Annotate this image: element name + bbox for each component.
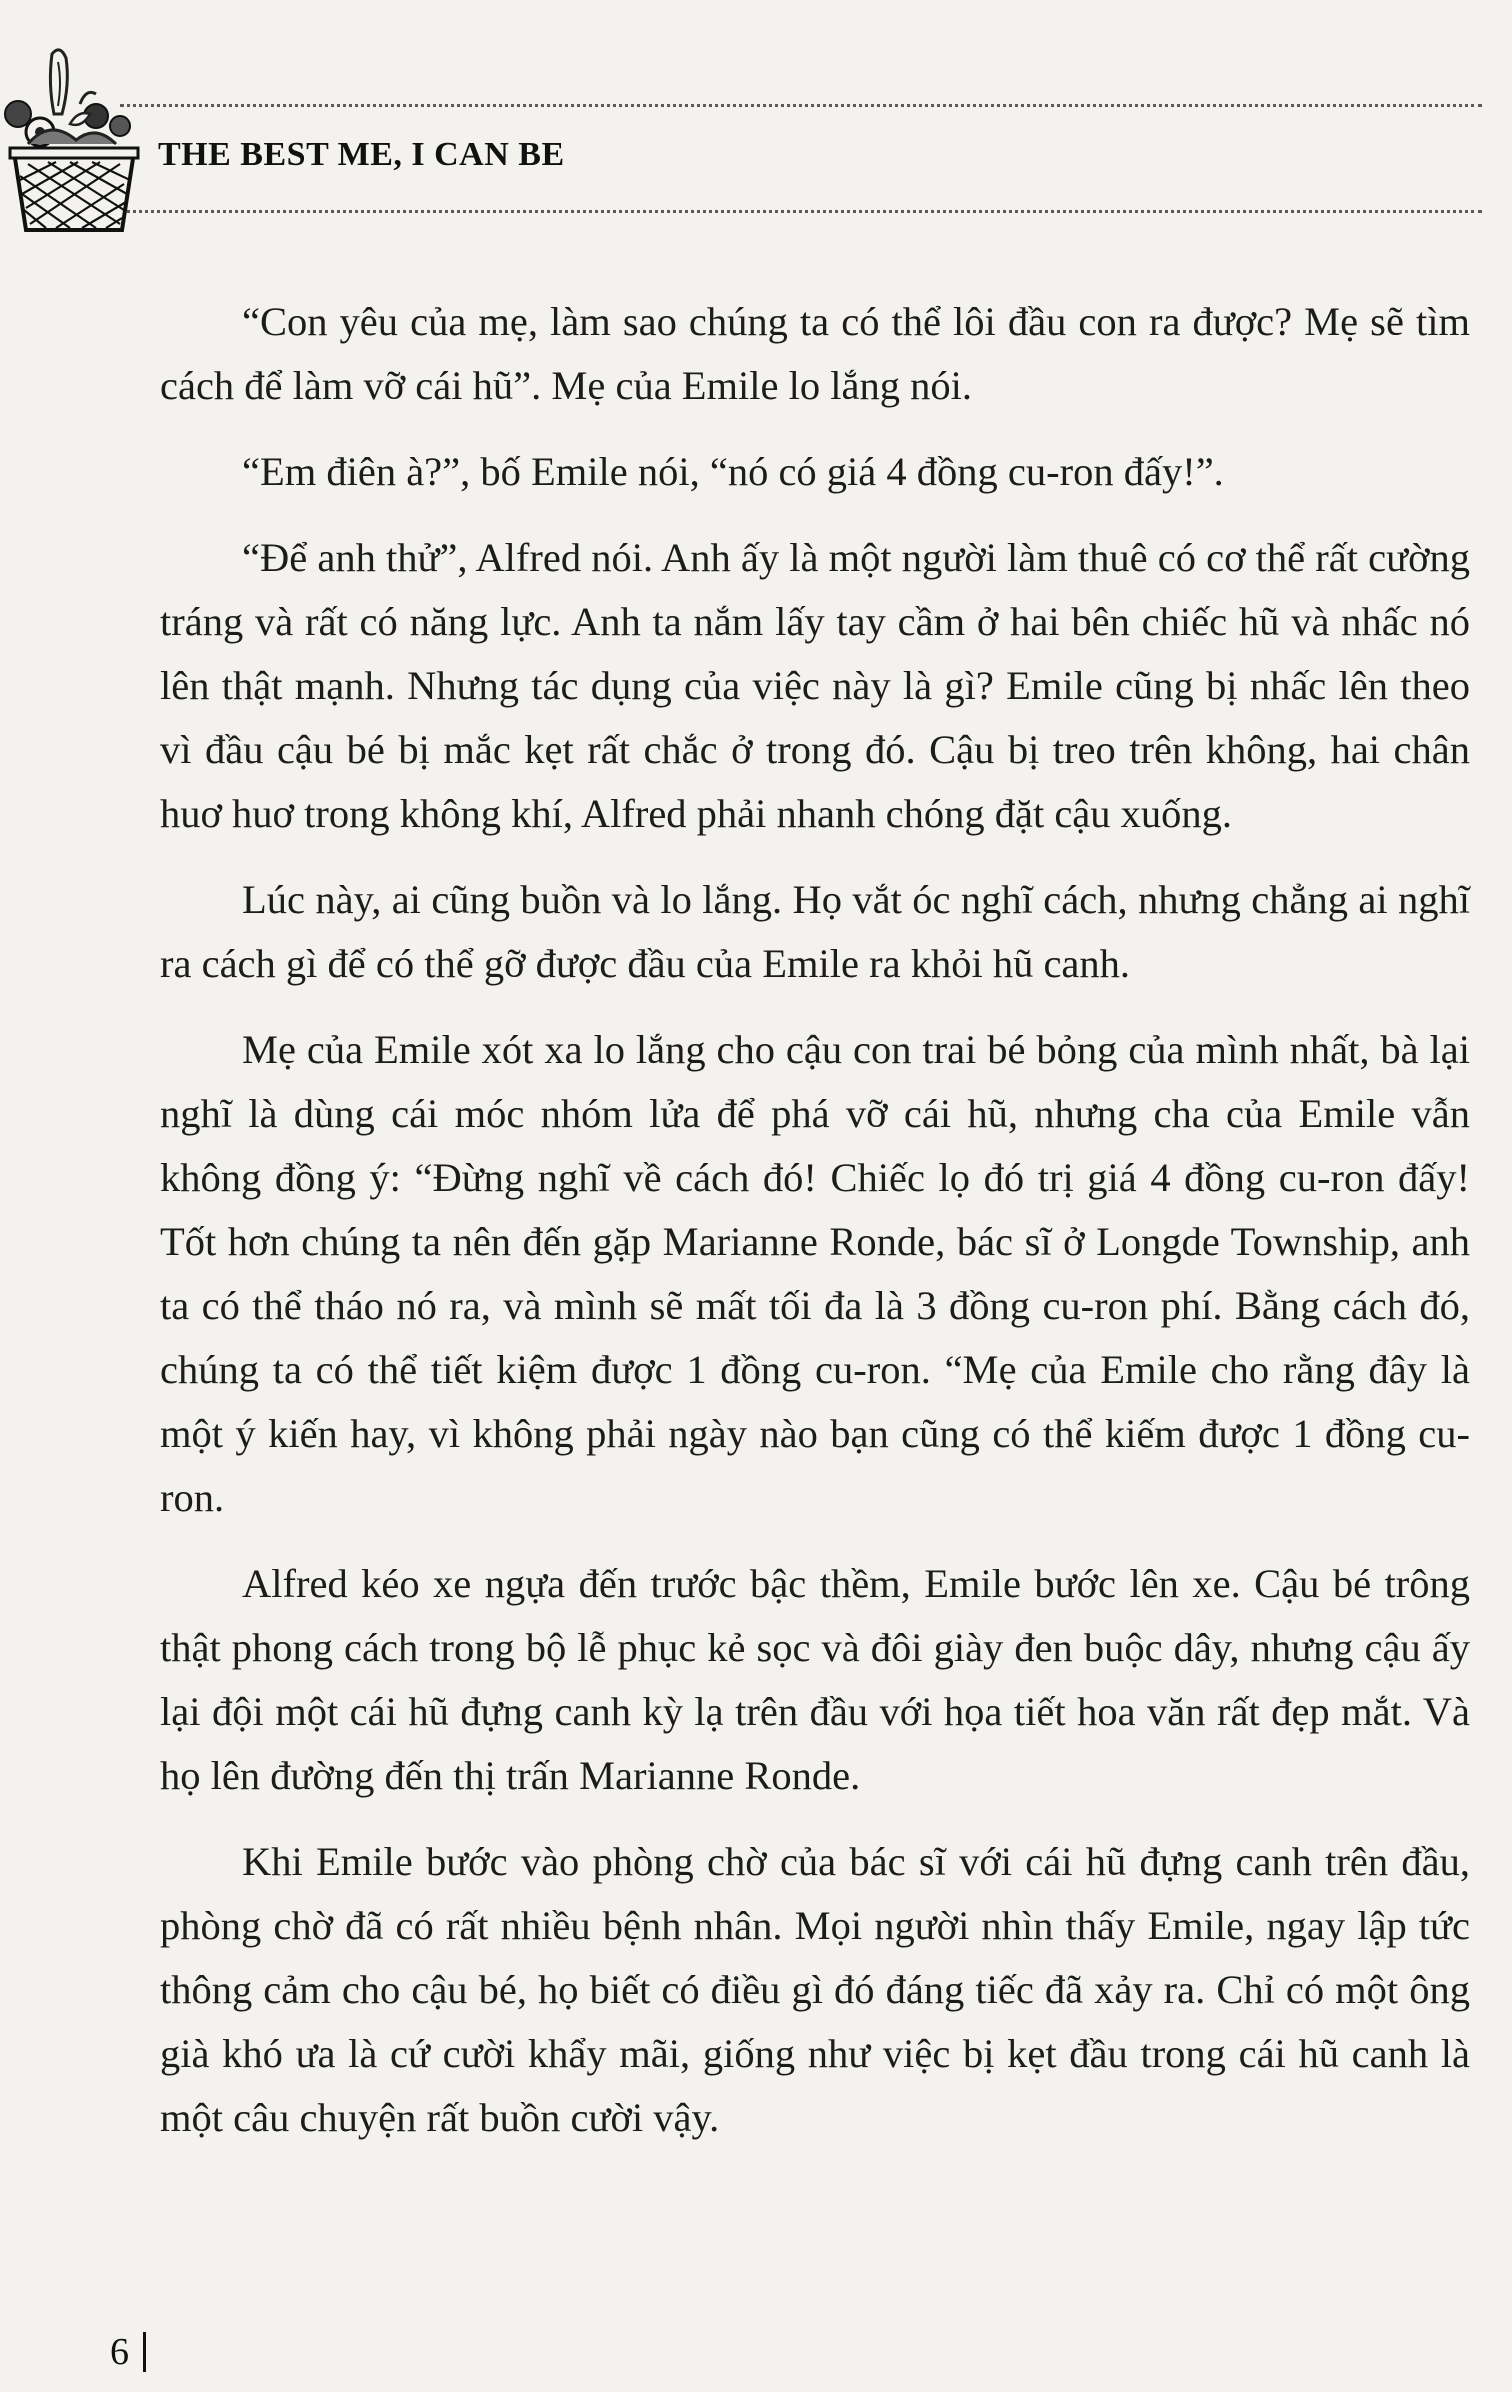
footer-divider bbox=[143, 2332, 146, 2372]
paragraph: Lúc này, ai cũng buồn và lo lắng. Họ vắt óc nghĩ cách, nhưng chẳng ai nghĩ ra cách gì để có thể gỡ được đầu của Emile ra khỏi hũ canh. bbox=[160, 877, 1470, 986]
header-dotted-rule-top bbox=[120, 104, 1482, 107]
header-dotted-rule-bottom bbox=[120, 210, 1482, 213]
paragraph: “Để anh thử”, Alfred nói. Anh ấy là một người làm thuê có cơ thể rất cường tráng và rất có năng lực. Anh ta nắm lấy tay cầm ở hai bên chiếc hũ và nhấc nó lên thật mạnh. Nhưng tác dụng của việc này là gì? Emile cũng bị nhấc lên theo vì đầu cậu bé bị mắc kẹt rất chắc ở trong đó. Cậu bị treo trên không, hai chân huơ huơ trong không khí, Alfred phải nhanh chóng đặt cậu xuống. bbox=[160, 535, 1470, 836]
flower-basket-icon bbox=[0, 44, 150, 234]
running-title: THE BEST ME, I CAN BE bbox=[158, 136, 565, 173]
body-text bbox=[160, 290, 1470, 2172]
paragraph: Khi Emile bước vào phòng chờ của bác sĩ với cái hũ đựng canh trên đầu, phòng chờ đã có rất nhiều bệnh nhân. Mọi người nhìn thấy Emile, ngay lập tức thông cảm cho cậu bé, họ biết có điều gì đó đáng tiếc đã xảy ra. Chỉ có một ông già khó ưa là cứ cười khẩy mãi, giống như việc bị kẹt đầu trong cái hũ canh là một câu chuyện rất buồn cười vậy. bbox=[160, 1839, 1470, 2140]
page-header bbox=[0, 40, 1512, 230]
paragraph: Mẹ của Emile xót xa lo lắng cho cậu con trai bé bỏng của mình nhất, bà lại nghĩ là dùng cái móc nhóm lửa để phá vỡ cái hũ, nhưng cha của Emile vẫn không đồng ý: “Đừng nghĩ về cách đó! Chiếc lọ đó trị giá 4 đồng cu-ron đấy! Tốt hơn chúng ta nên đến gặp Marianne Ronde, bác sĩ ở Longde Township, anh ta có thể tháo nó ra, và mình sẽ mất tối đa là 3 đồng cu-ron phí. Bằng cách đó, chúng ta có thể tiết kiệm được 1 đồng cu-ron. “Mẹ của Emile cho rằng đây là một ý kiến hay, vì không phải ngày nào bạn cũng có thể kiếm được 1 đồng cu-ron. bbox=[160, 1027, 1470, 1520]
paragraph: Alfred kéo xe ngựa đến trước bậc thềm, Emile bước lên xe. Cậu bé trông thật phong cách trong bộ lễ phục kẻ sọc và đôi giày đen buộc dây, nhưng cậu ấy lại đội một cái hũ đựng canh kỳ lạ trên đầu với họa tiết hoa văn rất đẹp mắt. Và họ lên đường đến thị trấn Marianne Ronde. bbox=[160, 1561, 1470, 1798]
page-number: 6 bbox=[110, 2331, 129, 2373]
page-footer bbox=[110, 2330, 146, 2380]
paragraph: “Em điên à?”, bố Emile nói, “nó có giá 4 đồng cu-ron đấy!”. bbox=[242, 449, 1224, 494]
paragraph: “Con yêu của mẹ, làm sao chúng ta có thể lôi đầu con ra được? Mẹ sẽ tìm cách để làm vỡ cái hũ”. Mẹ của Emile lo lắng nói. bbox=[160, 299, 1470, 408]
